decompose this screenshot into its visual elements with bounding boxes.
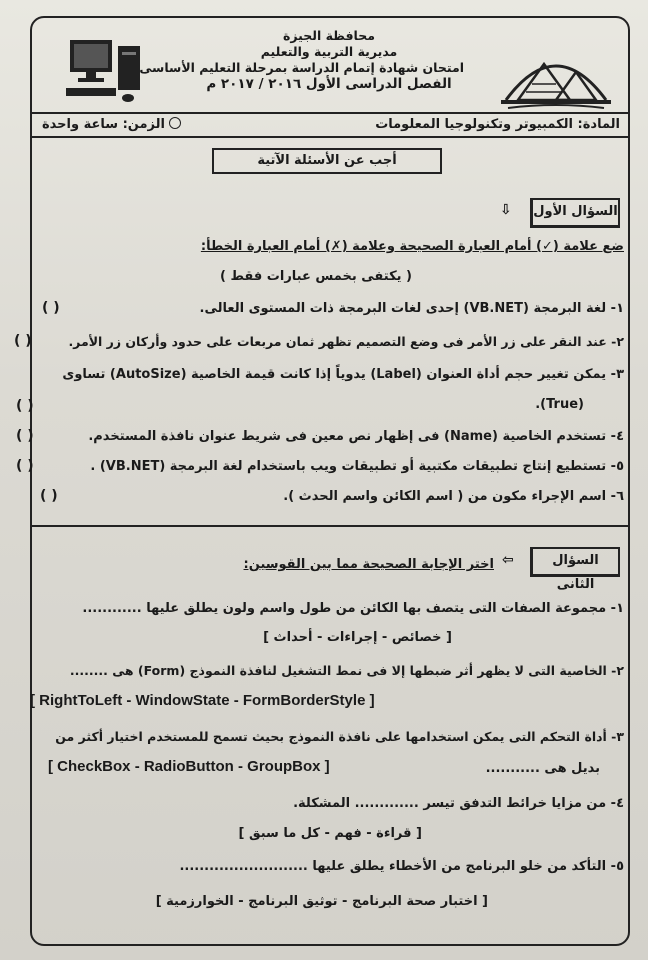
exam-header [34, 22, 626, 122]
q1-item-3-cont: (True). [535, 397, 584, 412]
exam-text: امتحان شهادة إتمام الدراسة بمرحلة التعليم الأساسى [139, 60, 464, 75]
q2-options-4: [ قراءة - فهم - كل ما سبق ] [238, 826, 422, 841]
q2-item-4: ٤- من مزايا خرائط التدفق تيسر ............. المشكلة. [293, 796, 624, 811]
q2-item-2: ٢- الخاصية التى لا يظهر أثر ضبطها إلا فى نمط التشغيل لنافذة النموذج (Form) هى ........ [69, 663, 624, 678]
clock-icon [169, 117, 181, 129]
q1-answer-paren-5: ( ) [16, 458, 34, 474]
left-arrow-icon: ⇦ [502, 552, 514, 568]
q1-prompt: ضع علامة (✓) أمام العبارة الصحيحة وعلامة (✗) أمام العبارة الخطأ: [200, 239, 624, 254]
q2-tab: السؤال الثانى [530, 547, 620, 577]
q1-answer-paren-1: ( ) [42, 300, 60, 316]
subject-label: المادة: الكمبيوتر وتكنولوجيا المعلومات [375, 117, 620, 132]
governorate-text: محافظة الجيزة [283, 28, 375, 43]
q2-item-5: ٥- التأكد من خلو البرنامج من الأخطاء يطلق عليها .......................... [179, 859, 624, 874]
q1-answer-paren-3: ( ) [16, 398, 34, 414]
q1-answer-paren-6: ( ) [40, 488, 58, 504]
directorate-text: مديرية التربية والتعليم [260, 44, 398, 59]
q2-options-2: [ RightToLeft - WindowState - FormBorderStyle ] [30, 692, 375, 709]
q2-prompt: اختر الإجابة الصحيحة مما بين القوسين: [243, 557, 494, 572]
header-lines [139, 28, 464, 92]
term-text: الفصل الدراسى الأول ٢٠١٦ / ٢٠١٧ م [206, 76, 452, 92]
computer-icon [64, 36, 148, 106]
q1-item-3: ٣- يمكن تغيير حجم أداة العنوان (Label) يدوياً إذا كانت قيمة الخاصية (AutoSize) تساوى [62, 367, 624, 382]
section-divider [30, 525, 630, 527]
instruction-box: أجب عن الأسئلة الآتية [212, 148, 442, 174]
q1-item-1: ١- لغة البرمجة (VB.NET) إحدى لغات البرمجة ذات المستوى العالى. [199, 301, 624, 316]
q2-item-3: ٣- أداة التحكم التى يمكن استخدامها على نافذة النموذج بحيث تسمح للمستخدم اختيار أكثر من [55, 729, 624, 744]
q1-item-4: ٤- تستخدم الخاصية (Name) فى إظهار نص معين فى شريط عنوان نافذة المستخدم. [88, 429, 624, 444]
q1-note: ( يكتفى بخمس عبارات فقط ) [220, 269, 412, 284]
pyramids-logo [496, 42, 616, 112]
q2-item-3-cont: بديل هى ........... [485, 761, 600, 776]
q1-item-2: ٢- عند النقر على زر الأمر فى وضع التصميم تظهر ثمان مربعات على حدود وأركان زر الأمر. [68, 334, 624, 349]
q2-options-1: [ خصائص - إجراءات - أحداث ] [263, 630, 452, 645]
q1-answer-paren-4: ( ) [16, 428, 34, 444]
q1-answer-paren-2: ( ) [14, 333, 32, 349]
q1-item-6: ٦- اسم الإجراء مكون من ( اسم الكائن واسم الحدث ). [283, 489, 624, 504]
q1-item-5: ٥- تستطيع إنتاج تطبيقات مكتبية أو تطبيقات ويب باستخدام لغة البرمجة (VB.NET) . [90, 459, 624, 474]
time-label-wrap [42, 117, 181, 132]
subject-row [32, 112, 628, 138]
down-arrow-icon: ⇩ [500, 202, 512, 218]
q1-tab: السؤال الأول [530, 198, 620, 228]
time-label: الزمن: ساعة واحدة [42, 117, 165, 132]
q2-options-3: [ CheckBox - RadioButton - GroupBox ] [48, 758, 330, 775]
q2-item-1: ١- مجموعة الصفات التى يتصف بها الكائن من طول واسم ولون يطلق عليها ............ [82, 601, 624, 616]
q2-options-5: [ اختبار صحة البرنامج - توثيق البرنامج - الخوارزمية ] [155, 894, 488, 909]
